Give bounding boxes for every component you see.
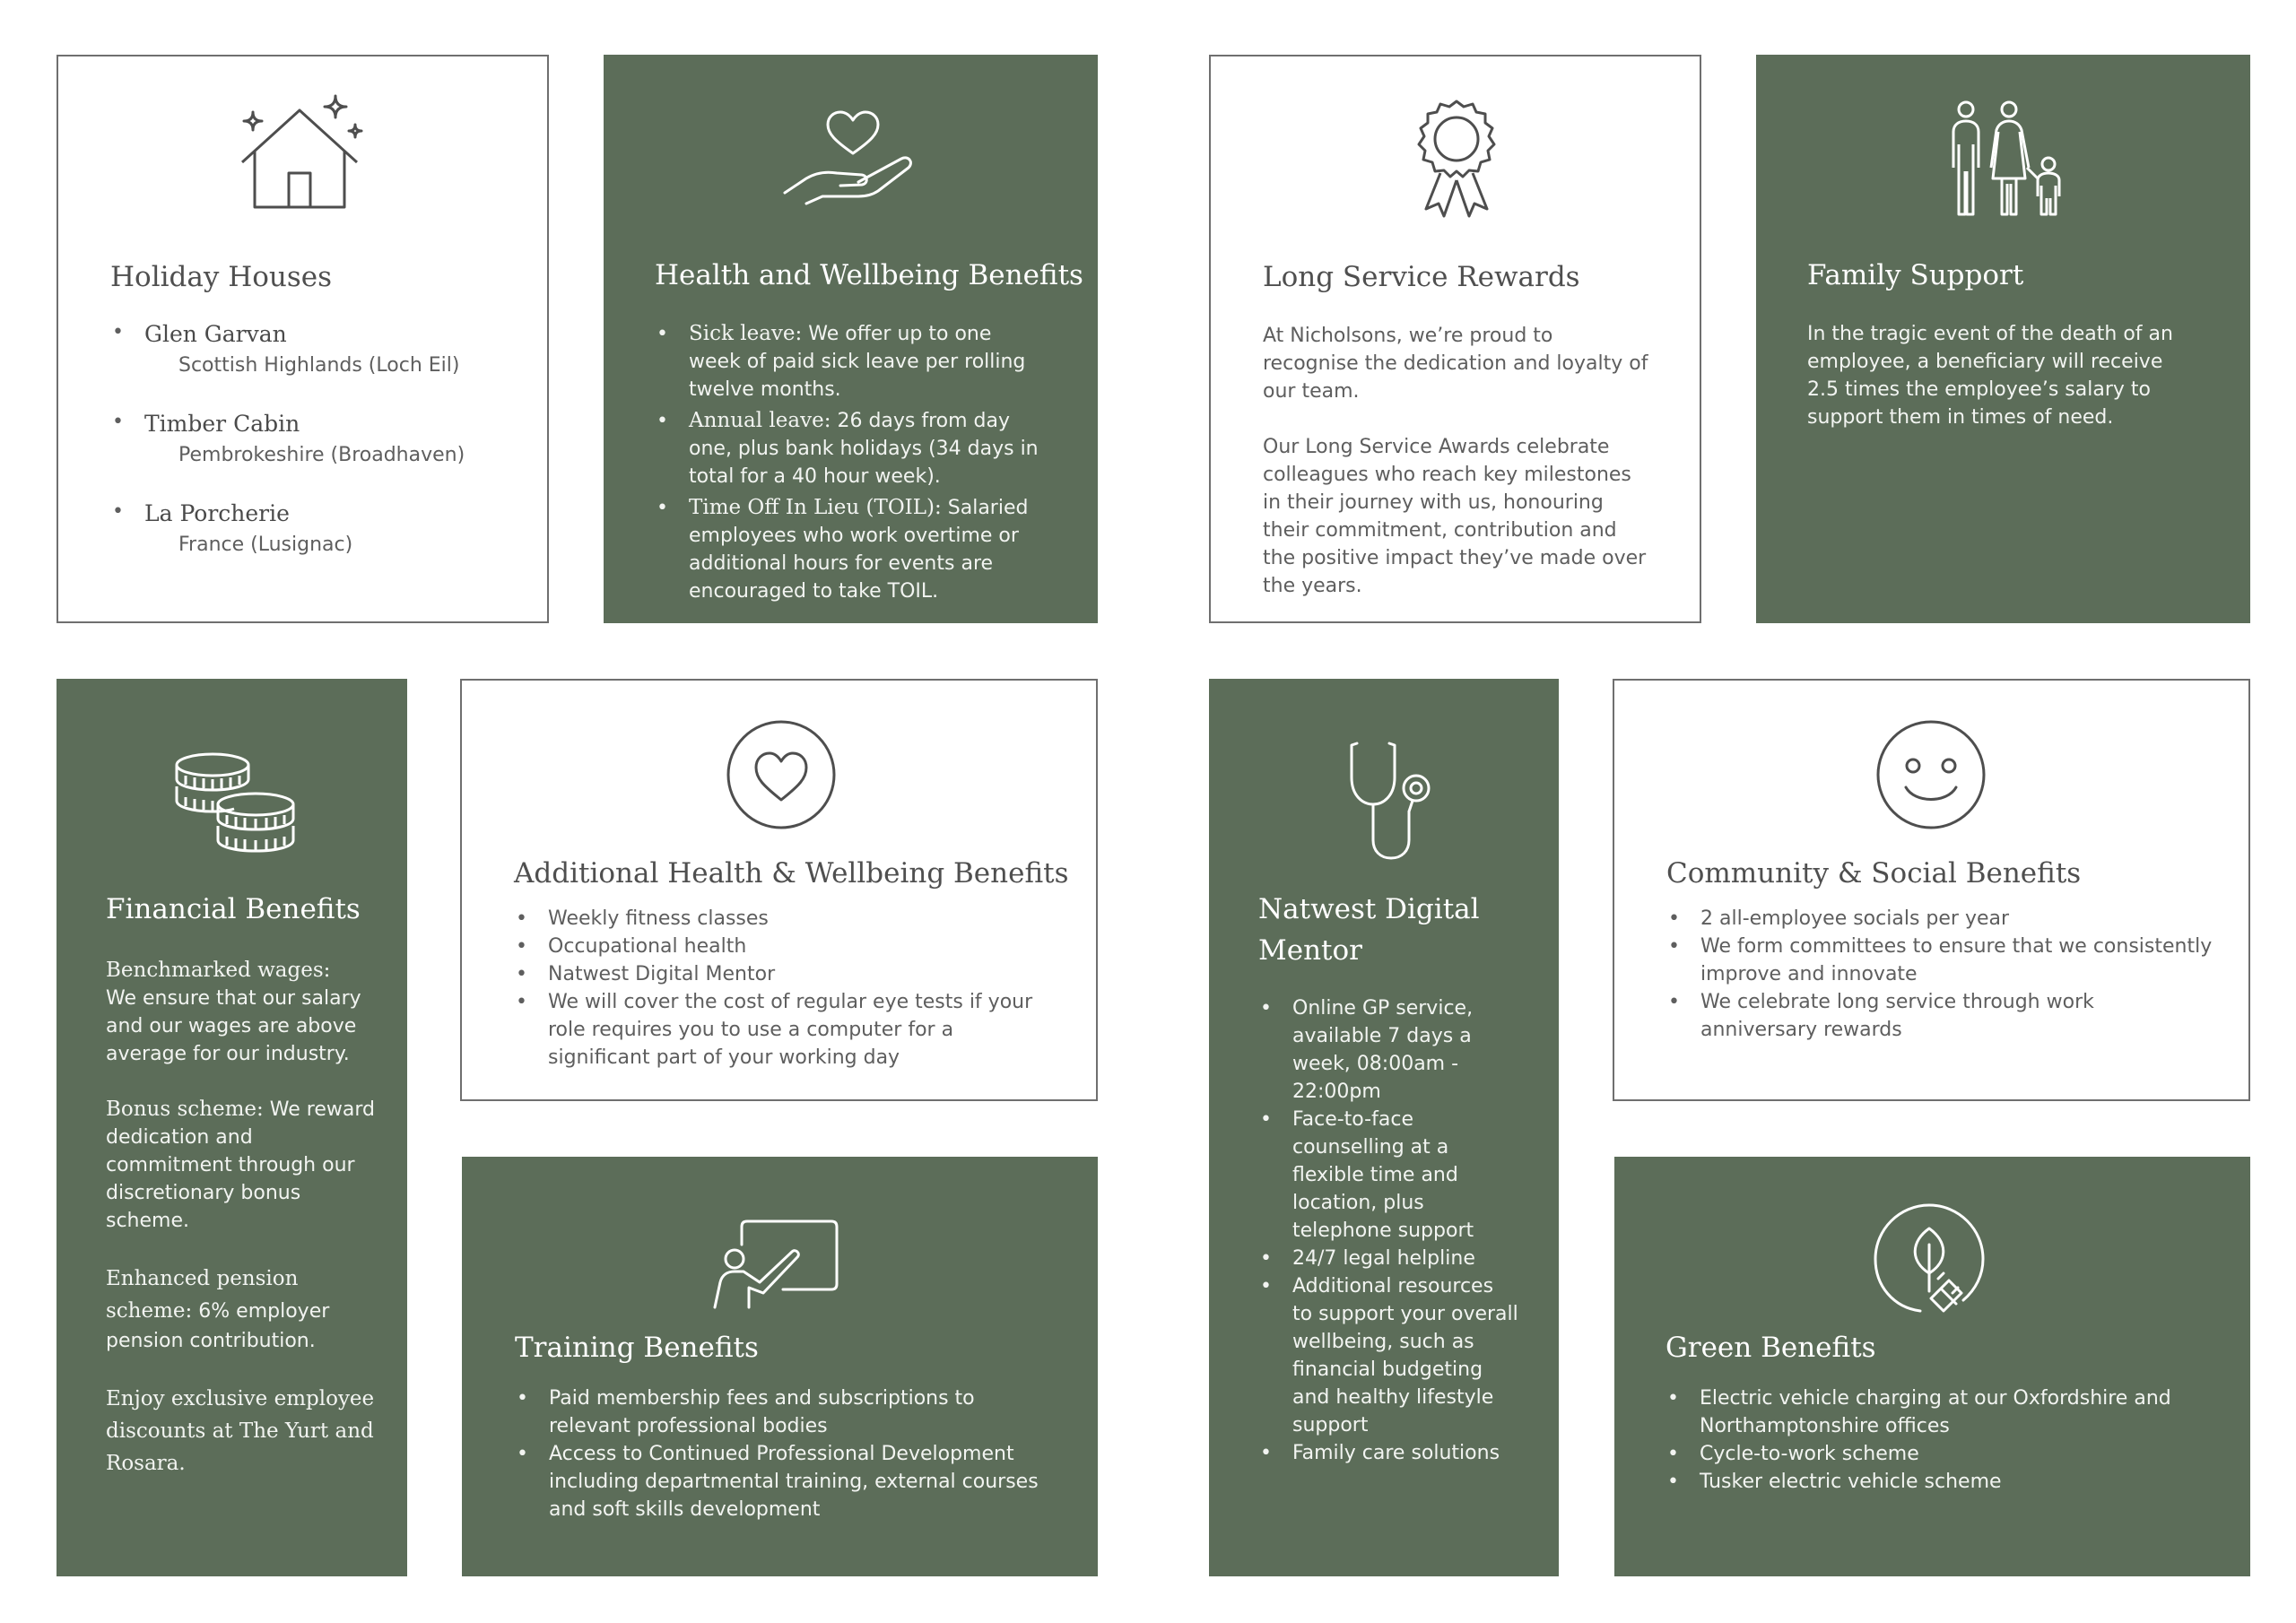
holiday-house-location: Scottish Highlands (Loch Eil) — [178, 354, 460, 377]
holiday-house-name: Glen Garvan — [144, 321, 287, 347]
financial-benefits-card — [57, 679, 407, 1576]
heart-circle-icon — [726, 719, 837, 830]
list-item: • Occupational health — [514, 933, 1061, 960]
long-service-intro: At Nicholsons, we’re proud to recognise the dedication and loyalty of our team. — [1263, 325, 1648, 403]
list-item: • We form committees to ensure that we consistently improve and innovate — [1666, 933, 2213, 988]
benchmarked-wages-label: Benchmarked wages: — [106, 959, 331, 982]
enhanced-pension-label: Enhanced pension scheme: — [106, 1267, 299, 1323]
bonus-scheme-label: Bonus scheme: — [106, 1098, 264, 1121]
list-item: • 2 all-employee socials per year — [1666, 905, 2213, 933]
training-benefits-title: Training Benefits — [515, 1332, 759, 1364]
toil-label: Time Off In Lieu (TOIL): — [689, 496, 942, 519]
list-item — [110, 318, 523, 381]
list-item: • We celebrate long service through work anniversary rewards — [1666, 988, 2213, 1044]
holiday-houses-card — [57, 55, 549, 623]
holiday-house-location: Pembrokeshire (Broadhaven) — [178, 444, 465, 466]
health-wellbeing-title: Health and Wellbeing Benefits — [655, 259, 1083, 291]
bonus-scheme — [106, 1096, 375, 1235]
long-service-card — [1209, 55, 1701, 623]
list-item: • Additional resources to support your overall wellbeing, such as financial budgeting and healthy lifestyle support — [1258, 1272, 1518, 1439]
heart-hand-icon — [783, 108, 918, 198]
employee-discounts: Enjoy exclusive employee discounts at The Yurt and Rosara. — [106, 1387, 375, 1475]
holiday-house-location: France (Lusignac) — [178, 534, 353, 556]
toil-text: Salaried employees who work overtime or additional hours for events are encouraged to take TOIL. — [689, 497, 1029, 603]
additional-health-title: Additional Health & Wellbeing Benefits — [514, 857, 1069, 890]
enhanced-pension — [106, 1263, 375, 1355]
sick-leave-text: We offer up to one week of paid sick leave per rolling twelve months. — [689, 323, 1026, 401]
green-benefits-card — [1614, 1157, 2250, 1576]
holiday-houses-title: Holiday Houses — [110, 261, 333, 293]
family-icon — [1946, 100, 2068, 220]
list-item: • Natwest Digital Mentor — [514, 960, 1061, 988]
training-benefits-list — [515, 1384, 1044, 1523]
coins-icon — [175, 752, 297, 853]
annual-leave-label: Annual leave: — [689, 409, 831, 432]
list-item — [110, 498, 523, 560]
bonus-scheme-text: We reward dedication and commitment through our discretionary bonus scheme. — [106, 1098, 375, 1232]
list-item: • Online GP service, available 7 days a week, 08:00am - 22:00pm — [1258, 994, 1518, 1106]
list-item — [655, 407, 1049, 490]
list-item: • Paid membership fees and subscriptions to relevant professional bodies — [515, 1384, 1044, 1440]
house-icon — [235, 94, 364, 211]
leaf-plug-icon — [1874, 1203, 1985, 1315]
list-item: • Weekly fitness classes — [514, 905, 1061, 933]
community-social-card — [1613, 679, 2250, 1101]
list-item: • Access to Continued Professional Development including departmental training, external courses and soft skills development — [515, 1440, 1044, 1523]
list-item: • Cycle-to-work scheme — [1665, 1440, 2195, 1468]
list-item: • Family care solutions — [1258, 1439, 1518, 1467]
holiday-house-name: Timber Cabin — [144, 411, 300, 437]
list-item — [655, 320, 1049, 404]
long-service-text — [1263, 322, 1648, 628]
list-item: • Tusker electric vehicle scheme — [1665, 1468, 2195, 1496]
natwest-mentor-title: Natwest Digital Mentor — [1258, 893, 1480, 967]
family-support-text: In the tragic event of the death of an employee, a beneficiary will receive 2.5 times the employee’s salary to support them in times of need. — [1807, 323, 2173, 429]
list-item — [110, 408, 523, 471]
list-item: • Face-to-face counselling at a flexible time and location, plus telephone support — [1258, 1106, 1518, 1245]
award-rosette-icon — [1410, 100, 1503, 221]
financial-benefits-title: Financial Benefits — [106, 893, 361, 925]
training-benefits-card — [462, 1157, 1098, 1576]
long-service-description: Our Long Service Awards celebrate colleagues who reach key milestones in their journey with us, honouring their commitment, contribution and the positive impact they’ve made over the years. — [1263, 436, 1647, 597]
green-benefits-title: Green Benefits — [1665, 1332, 1876, 1364]
annual-leave-text: 26 days from day one, plus bank holidays (34 days in total for a 40 hour week). — [689, 410, 1039, 488]
community-social-title: Community & Social Benefits — [1666, 857, 2082, 890]
health-wellbeing-list — [655, 320, 1049, 605]
benchmarked-wages-text: We ensure that our salary and our wages are above average for our industry. — [106, 987, 361, 1065]
family-support-card — [1756, 55, 2250, 623]
holiday-houses-list — [110, 318, 523, 587]
holiday-house-name: La Porcherie — [144, 500, 290, 526]
presentation-board-icon — [713, 1219, 839, 1309]
natwest-mentor-list — [1258, 994, 1518, 1467]
list-item: • 24/7 legal helpline — [1258, 1245, 1518, 1272]
smiley-icon — [1875, 719, 1987, 830]
financial-benefits-text — [106, 957, 375, 1507]
list-item — [655, 494, 1049, 605]
benchmarked-wages — [106, 957, 375, 1068]
additional-health-list — [514, 905, 1061, 1072]
list-item: • Electric vehicle charging at our Oxfordshire and Northamptonshire offices — [1665, 1384, 2195, 1440]
community-social-list — [1666, 905, 2213, 1044]
long-service-title: Long Service Rewards — [1263, 261, 1580, 293]
enhanced-pension-text: 6% employer pension contribution. — [106, 1300, 330, 1352]
list-item: • We will cover the cost of regular eye tests if your role requires you to use a computer for a significant part of your working day — [514, 988, 1061, 1072]
stethoscope-icon — [1348, 740, 1438, 860]
sick-leave-label: Sick leave: — [689, 322, 803, 345]
health-wellbeing-card — [604, 55, 1098, 623]
green-benefits-list — [1665, 1384, 2195, 1496]
natwest-mentor-card — [1209, 679, 1559, 1576]
family-support-title: Family Support — [1807, 259, 2024, 291]
additional-health-card — [460, 679, 1098, 1101]
